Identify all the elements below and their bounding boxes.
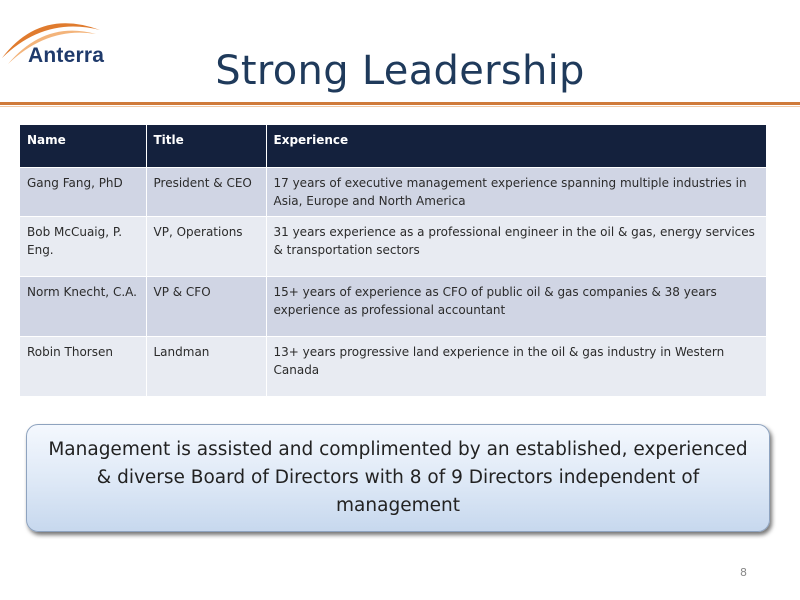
- table-row: [20, 217, 766, 277]
- table-header-row: [20, 125, 766, 168]
- table-row: [20, 168, 766, 217]
- title-divider-shadow: [0, 106, 800, 107]
- cell-experience: 15+ years of experience as CFO of public oil & gas companies & 38 years experience as professional accountant: [266, 277, 766, 337]
- cell-title: Landman: [146, 337, 266, 397]
- column-header-experience: Experience: [266, 125, 766, 168]
- table-row: [20, 277, 766, 337]
- leadership-table: [20, 125, 767, 396]
- cell-title: President & CEO: [146, 168, 266, 217]
- page-number: 8: [740, 566, 747, 579]
- cell-name: Gang Fang, PhD: [20, 168, 146, 217]
- board-callout-box: [26, 424, 770, 532]
- cell-name: Norm Knecht, C.A.: [20, 277, 146, 337]
- cell-experience: 13+ years progressive land experience in the oil & gas industry in Western Canada: [266, 337, 766, 397]
- cell-title: VP & CFO: [146, 277, 266, 337]
- column-header-title: Title: [146, 125, 266, 168]
- cell-name: Bob McCuaig, P. Eng.: [20, 217, 146, 277]
- cell-name: Robin Thorsen: [20, 337, 146, 397]
- column-header-name: Name: [20, 125, 146, 168]
- cell-experience: 17 years of executive management experience spanning multiple industries in Asia, Europe and North America: [266, 168, 766, 217]
- table-row: [20, 337, 766, 397]
- board-callout-text: Management is assisted and complimented by an established, experienced & diverse Board of Directors with 8 of 9 Directors independent of management: [48, 439, 748, 516]
- slide-title: Strong Leadership: [215, 48, 585, 94]
- cell-title: VP, Operations: [146, 217, 266, 277]
- cell-experience: 31 years experience as a professional engineer in the oil & gas, energy services & transportation sectors: [266, 217, 766, 277]
- title-divider: [0, 102, 800, 105]
- logo-text: Anterra: [28, 44, 105, 67]
